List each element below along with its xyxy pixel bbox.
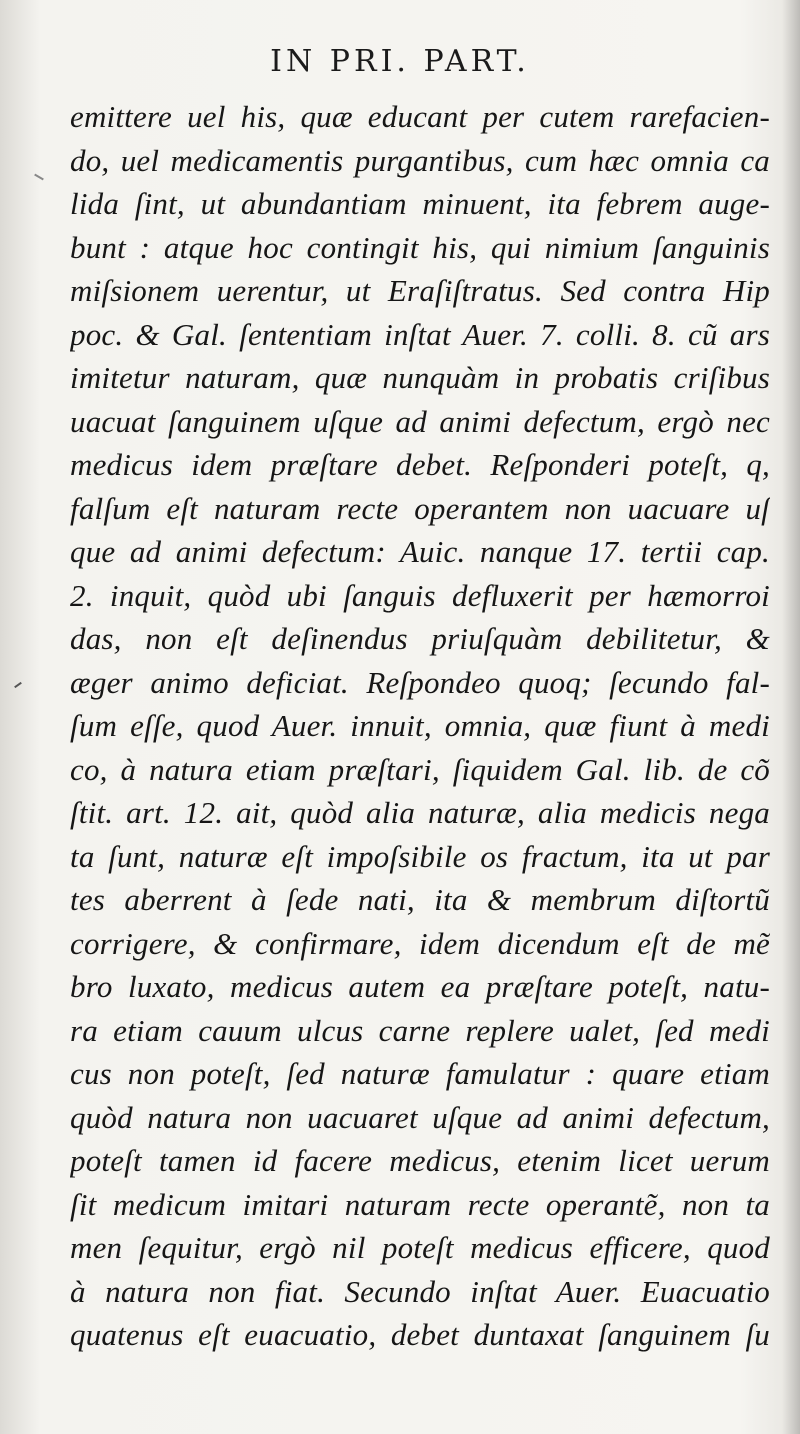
text-line: bro luxato, medicus autem ea præſtare poteſt, natu- bbox=[70, 969, 770, 1004]
text-line: à natura non fiat. Secundo inſtat Auer. Euacuatio bbox=[70, 1273, 770, 1309]
text-line: ra etiam cauum ulcus carne replere ualet, ſed medi bbox=[70, 1012, 770, 1048]
margin-mark bbox=[14, 682, 22, 688]
text-line: falſum eſt naturam recte operantem non uacuare uſ bbox=[70, 490, 770, 526]
text-line: medicus idem præſtare debet. Reſponderi poteſt, q, bbox=[70, 447, 770, 482]
text-line: ſum eſſe, quod Auer. innuit, omnia, quæ fiunt à medi bbox=[70, 708, 770, 743]
text-line: co, à natura etiam præſtari, ſiquidem Gal. lib. de cõ bbox=[70, 751, 770, 787]
text-line: bunt : atque hoc contingit his, qui nimium ſanguinis bbox=[70, 229, 770, 265]
text-line: ſtit. art. 12. ait, quòd alia naturæ, alia medicis nega bbox=[70, 795, 770, 830]
text-line: que ad animi defectum: Auic. nanque 17. tertii cap. bbox=[70, 534, 770, 569]
text-line: corrigere, & confirmare, idem dicendum eſt de mẽ bbox=[70, 925, 770, 961]
gutter-shadow bbox=[782, 0, 800, 1434]
text-line: quòd natura non uacuaret uſque ad animi defectum, bbox=[70, 1099, 770, 1135]
text-line: do, uel medicamentis purgantibus, cum hæc omnia ca bbox=[70, 142, 770, 178]
text-line: lida ſint, ut abundantiam minuent, ita febrem auge- bbox=[70, 186, 770, 221]
text-line: poc. & Gal. ſententiam inſtat Auer. 7. colli. 8. cũ ars bbox=[70, 316, 770, 352]
text-line: men ſequitur, ergò nil poteſt medicus efficere, quod bbox=[70, 1230, 770, 1265]
text-line: emittere uel his, quæ educant per cutem rarefacien- bbox=[70, 99, 770, 134]
text-line: ta ſunt, naturæ eſt impoſsibile os fractum, ita ut par bbox=[70, 838, 770, 874]
text-line: miſsionem uerentur, ut Eraſiſtratus. Sed contra Hip bbox=[70, 273, 770, 308]
text-line: ſit medicum imitari naturam recte operantẽ, non ta bbox=[70, 1186, 770, 1222]
body-text bbox=[70, 95, 770, 1357]
text-line: imitetur naturam, quæ nunquàm in probatis criſibus bbox=[70, 360, 770, 395]
text-line: æger animo deficiat. Reſpondeo quoq; ſecundo fal- bbox=[70, 664, 770, 700]
text-line: tes aberrent à ſede nati, ita & membrum diſtortũ bbox=[70, 882, 770, 917]
margin-mark bbox=[34, 174, 44, 181]
text-line: cus non poteſt, ſed naturæ famulatur : quare etiam bbox=[70, 1056, 770, 1091]
text-line: das, non eſt deſinendus priuſquàm debilitetur, & bbox=[70, 621, 770, 656]
text-line: uacuat ſanguinem uſque ad animi defectum, ergò nec bbox=[70, 403, 770, 439]
text-line: 2. inquit, quòd ubi ſanguis defluxerit per hæmorroi bbox=[70, 577, 770, 613]
text-line: poteſt tamen id facere medicus, etenim licet uerum bbox=[70, 1143, 770, 1178]
running-head: IN PRI. PART. bbox=[270, 44, 530, 79]
text-line: quatenus eſt euacuatio, debet duntaxat ſanguinem ſu bbox=[70, 1317, 770, 1352]
